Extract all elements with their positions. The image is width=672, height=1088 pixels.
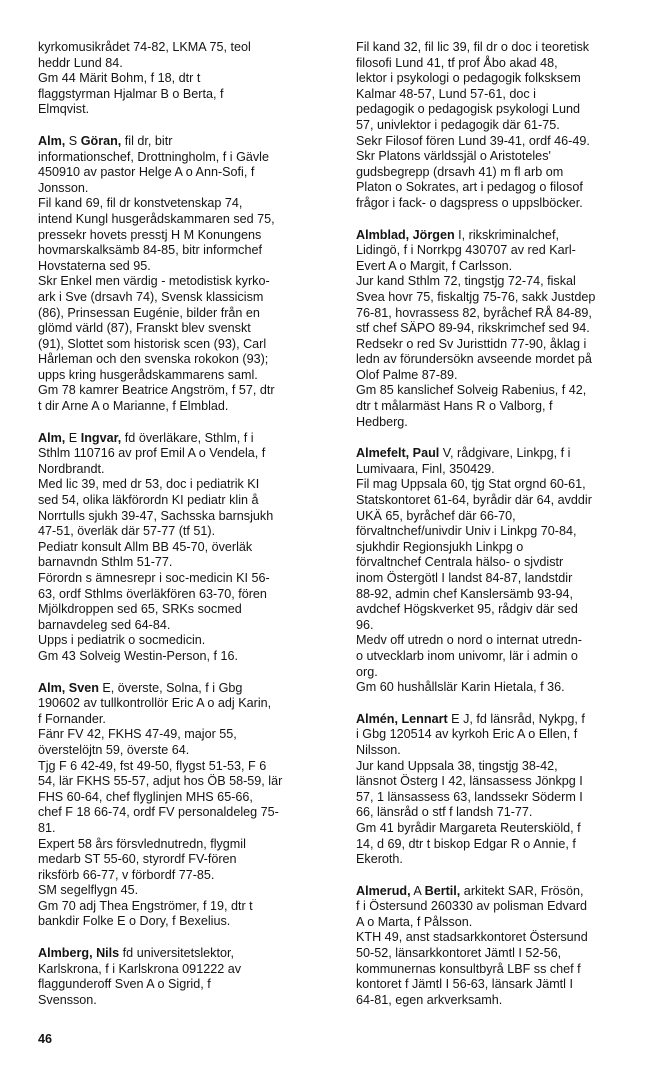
entry-text-line: 66, länsråd o stf f landsh 71-77.	[356, 805, 533, 820]
entry-text-line: Evert A o Margit, f Carlsson.	[356, 258, 513, 273]
entry-text-line: A o Marta, f Pålsson.	[356, 914, 473, 929]
entry-text-line: flaggstyrman Hjalmar B o Berta, f	[38, 86, 224, 101]
entry-text-line: Skr Enkel men värdig - metodistisk kyrko-	[38, 274, 270, 289]
entry-text-line: Gm 60 hushållslär Karin Hietala, f 36.	[356, 680, 565, 695]
entry-text-line: Norrtulls sjukh 39-47, Sachsska barnsjukh	[38, 508, 274, 523]
biography-entry	[356, 228, 652, 431]
entry-text-line: 190602 av tullkontrollör Eric A o adj Karin,	[38, 696, 272, 711]
entry-text-line: Hårleman och den svenska rokokon (93);	[38, 352, 269, 367]
entry-text-line: Upps i pediatrik o socmedicin.	[38, 633, 206, 648]
entry-text-line: Olof Palme 87-89.	[356, 367, 458, 382]
entry-surname: Alm,	[38, 133, 66, 148]
entry-text-line: Gm 85 kanslichef Solveig Rabenius, f 42,	[356, 383, 587, 398]
entry-surname: Almerud,	[356, 883, 411, 898]
entry-text-line: heddr Lund 84.	[38, 55, 123, 70]
entry-text-line: o utvecklarb inom univomr, lär i admin o	[356, 648, 578, 663]
entry-heading-text: fil dr, bitr	[121, 133, 173, 148]
entry-text-line: Fil kand 69, fil dr konstvetenskap 74,	[38, 196, 243, 211]
entry-text-line: länsnot Österg I 42, länsassess Jönkpg I	[356, 774, 583, 789]
left-column	[38, 40, 336, 1024]
entry-text-line: dtr t målarmäst Hans R o Valborg, f	[356, 399, 553, 414]
entry-text-line: upps kring husgerådskammarens saml.	[38, 367, 258, 382]
entry-text-line: f Fornander.	[38, 711, 106, 726]
page-number: 46	[38, 1032, 53, 1046]
biography-entry	[38, 681, 336, 931]
entry-text-line: Gm 78 kamrer Beatrice Angström, f 57, dtr	[38, 383, 275, 398]
entry-text-line: sed 54, olika läkförordn KI pediatr klin å	[38, 493, 259, 508]
entry-text-line: FHS 60-64, chef flyglinjen MHS 65-66,	[38, 789, 253, 804]
entry-text-line: pedagogik o pedagogisk psykologi Lund	[356, 102, 581, 117]
biography-entry	[38, 431, 336, 665]
biography-entry	[38, 946, 336, 1008]
entry-heading-text: fd universitetslektor,	[119, 946, 234, 961]
entry-given-name: Bertil,	[424, 883, 461, 898]
entry-text-line: Gm 41 byrådir Margareta Reuterskiöld, f	[356, 820, 581, 835]
entry-heading-text: fd överläkare, Sthlm, f i	[121, 430, 254, 445]
entry-text-line: flaggunderoff Sven A o Sigrid, f	[38, 977, 211, 992]
entry-initial: A	[410, 883, 425, 898]
entry-heading-line	[356, 228, 652, 244]
entry-text-line: Svea hovr 75, fiskaltjg 75-76, sakk Justdep	[356, 289, 596, 304]
entry-text-line: Fil mag Uppsala 60, tjg Stat orgnd 60-61,	[356, 477, 586, 492]
biography-entry	[356, 712, 652, 868]
entry-text-line: (86), Prinsessan Eugénie, bilder från en	[38, 305, 260, 320]
entry-text-line: 63, ordf Sthlms överläkfören 63-70, fören	[38, 586, 267, 601]
entry-text-line: Mjölkdroppen sed 65, SRKs socmed	[38, 602, 242, 617]
entry-continuation	[356, 40, 652, 212]
entry-text-line: Med lic 39, med dr 53, doc i pediatrik KI	[38, 477, 260, 492]
entry-initial: E	[65, 430, 81, 445]
entry-text-line: 47-51, överläk där 57-77 (tf 51).	[38, 524, 216, 539]
entry-surname: Almblad, Jörgen	[356, 227, 455, 242]
entry-text-line: Lidingö, f i Norrkpg 430707 av red Karl-	[356, 243, 576, 258]
entry-text-line: 57, 1 länsassess 63, landssekr Söderm I	[356, 789, 583, 804]
entry-text-line: gudsbegrepp (drsavh 41) m fl arb om	[356, 164, 564, 179]
biography-entry	[356, 884, 652, 1009]
entry-surname: Almberg, Nils	[38, 946, 120, 961]
entry-text-line: medarb ST 55-60, styrordf FV-fören	[38, 852, 237, 867]
entry-text-line: kommunernas konsultbyrå LBF ss chef f	[356, 961, 581, 976]
entry-text-line: Gm 70 adj Thea Engströmer, f 19, dtr t	[38, 898, 253, 913]
entry-surname: Alm,	[38, 430, 66, 445]
entry-heading-line	[356, 884, 652, 900]
entry-text-line: Sthlm 110716 av prof Emil A o Vendela, f	[38, 446, 266, 461]
entry-text-line: t dir Arne A o Marianne, f Elmblad.	[38, 399, 229, 414]
entry-text-line: Hedberg.	[356, 414, 408, 429]
entry-text-line: 54, lär FKHS 55-57, adjut hos ÖB 58-59, lär	[38, 774, 283, 789]
entry-text-line: barnavdeleg sed 64-84.	[38, 617, 171, 632]
biography-entry	[356, 446, 652, 696]
entry-text-line: 57, univlektor i pedagogik där 61-75.	[356, 117, 560, 132]
entry-text-line: Expert 58 års försvlednutredn, flygmil	[38, 836, 246, 851]
entry-text-line: lektor i psykologi o pedagogik folksksem	[356, 71, 581, 86]
entry-heading-line	[38, 134, 336, 150]
entry-text-line: Svensson.	[38, 992, 97, 1007]
entry-text-line: Jur kand Sthlm 72, tingstjg 72-74, fiskal	[356, 274, 576, 289]
entry-text-line: riksförb 66-77, v förbordf 77-85.	[38, 867, 215, 882]
entry-surname: Almefelt, Paul	[356, 446, 440, 461]
entry-text-line: barnavndn Sthlm 51-77.	[38, 555, 173, 570]
entry-text-line: SM segelflygn 45.	[38, 883, 139, 898]
entry-heading-text: I, rikskriminalchef,	[454, 227, 559, 242]
entry-text-line: Nilsson.	[356, 742, 401, 757]
right-column	[356, 40, 652, 1024]
entry-heading-line	[38, 681, 336, 697]
entry-text-line: f i Östersund 260330 av polisman Edvard	[356, 899, 588, 914]
entry-text-line: 50-52, länsarkkontoret Jämtl I 52-56,	[356, 946, 562, 961]
entry-heading-line	[38, 431, 336, 447]
entry-text-line: intend Kungl husgerådskammaren sed 75,	[38, 211, 275, 226]
entry-text-line: Redsekr o red Sv Juristtidn 77-90, åklag i	[356, 336, 587, 351]
entry-text-line: Nordbrandt.	[38, 461, 105, 476]
entry-text-line: Ekeroth.	[356, 852, 403, 867]
entry-text-line: Förordn s ämnesrepr i soc-medicin KI 56-	[38, 571, 270, 585]
entry-continuation	[38, 40, 336, 118]
entry-text-line: 96.	[356, 617, 374, 632]
entry-text-line: inom Östergötl I landst 84-87, landstdir	[356, 571, 573, 585]
entry-text-line: 81.	[38, 820, 56, 835]
entry-heading-text: V, rådgivare, Linkpg, f i	[439, 446, 571, 461]
entry-text-line: bankdir Folke E o Dory, f Bexelius.	[38, 914, 231, 929]
biography-entry	[38, 134, 336, 415]
entry-text-line: Karlskrona, f i Karlskrona 091222 av	[38, 961, 242, 976]
entry-text-line: Medv off utredn o nord o internat utredn-	[356, 633, 582, 648]
entry-text-line: kontoret f Jämtl I 56-63, länsark Jämtl I	[356, 977, 573, 992]
entry-text-line: Platon o Sokrates, art i pedagog o filosof	[356, 180, 583, 195]
entry-text-line: Fil kand 32, fil lic 39, fil dr o doc i teoretisk	[356, 40, 590, 54]
entry-text-line: hovmarskalksämb 84-85, bitr informchef	[38, 243, 262, 258]
entry-heading-text: arkitekt SAR, Frösön,	[460, 883, 584, 898]
entry-text-line: stf chef SÄPO 89-94, rikskrimchef sed 94.	[356, 321, 590, 336]
entry-text-line: chef F 18 66-74, ordf FV personaldeleg 75-	[38, 805, 279, 820]
entry-text-line: Hovstaterna sed 95.	[38, 258, 151, 273]
entry-text-line: Kalmar 48-57, Lund 57-61, doc i	[356, 86, 536, 101]
entry-heading-text: E, överste, Solna, f i Gbg	[98, 680, 243, 695]
entry-text-line: Pediatr konsult Allm BB 45-70, överläk	[38, 539, 253, 554]
entry-given-name: Ingvar,	[80, 430, 122, 445]
entry-text-line: avdchef Högskverket 95, rådgiv där sed	[356, 602, 578, 617]
entry-text-line: 64-81, egen arkverksamh.	[356, 992, 503, 1007]
entry-text-line: glömd värld (87), Franskt blev svenskt	[38, 321, 251, 336]
entry-text-line: överstelöjtn 59, överste 64.	[38, 742, 190, 757]
entry-text-line: Fänr FV 42, FKHS 47-49, major 55,	[38, 727, 237, 742]
entry-text-line: ledn av förundersökn avseende mordet på	[356, 352, 592, 367]
entry-text-line: Gm 43 Solveig Westin-Person, f 16.	[38, 648, 238, 663]
entry-text-line: pressekr hovets presstj H M Konungens	[38, 227, 262, 242]
entry-text-line: Jonsson.	[38, 180, 89, 195]
entry-text-line: informationschef, Drottningholm, f i Gävle	[38, 149, 269, 164]
entry-text-line: förvaltnchef/univdir Univ i Linkpg 70-84,	[356, 524, 577, 539]
entry-text-line: sjukhdir Regionsjukh Linkpg o	[356, 539, 524, 554]
entry-text-line: Jur kand Uppsala 38, tingstjg 38-42,	[356, 758, 558, 773]
entry-text-line: (91), Slottet som historisk scen (93), Carl	[38, 336, 267, 351]
entry-text-line: ark i Sve (drsavh 74), Svensk klassicism	[38, 289, 264, 304]
entry-text-line: Sekr Filosof fören Lund 39-41, ordf 46-49.	[356, 133, 590, 148]
entry-given-name: Göran,	[80, 133, 122, 148]
entry-text-line: org.	[356, 664, 378, 679]
entry-text-line: i Gbg 120514 av kyrkoh Eric A o Ellen, f	[356, 727, 578, 742]
entry-text-line: Tjg F 6 42-49, fst 49-50, flygst 51-53, F 6	[38, 758, 267, 773]
entry-text-line: Gm 44 Märit Bohm, f 18, dtr t	[38, 71, 201, 86]
entry-text-line: förvaltnchef Centrala hälso- o sjvdistr	[356, 555, 564, 570]
entry-text-line: filosofi Lund 41, tf prof Åbo akad 48,	[356, 55, 558, 70]
entry-surname: Alm, Sven	[38, 680, 99, 695]
entry-initial: S	[65, 133, 81, 148]
entry-heading-line	[356, 712, 652, 728]
entry-heading-line	[356, 446, 652, 462]
entry-text-line: Statskontoret 61-64, byrådir där 64, avddir	[356, 493, 592, 508]
entry-text-line: Elmqvist.	[38, 102, 90, 117]
entry-surname: Almén, Lennart	[356, 711, 448, 726]
entry-text-line: kyrkomusikrådet 74-82, LKMA 75, teol	[38, 40, 251, 54]
entry-text-line: 14, d 69, dtr t biskop Edgar R o Annie, f	[356, 836, 576, 851]
entry-text-line: 76-81, hovrassess 82, byråchef RÅ 84-89,	[356, 305, 592, 320]
entry-heading-line	[38, 946, 336, 962]
entry-text-line: 88-92, admin chef Kanslersämb 93-94,	[356, 586, 574, 601]
entry-text-line: 450910 av pastor Helge A o Ann-Sofi, f	[38, 165, 255, 180]
entry-text-line: frågor i fack- o dagspress o uppslböcker.	[356, 195, 583, 210]
entry-text-line: Lumivaara, Finl, 350429.	[356, 461, 495, 476]
entry-text-line: UKÄ 65, byråchef där 66-70,	[356, 508, 516, 523]
entry-heading-text: E J, fd länsråd, Nykpg, f	[447, 711, 585, 726]
entry-text-line: KTH 49, anst stadsarkkontoret Östersund	[356, 930, 588, 945]
entry-text-line: Skr Platons världssjäl o Aristoteles'	[356, 149, 551, 164]
